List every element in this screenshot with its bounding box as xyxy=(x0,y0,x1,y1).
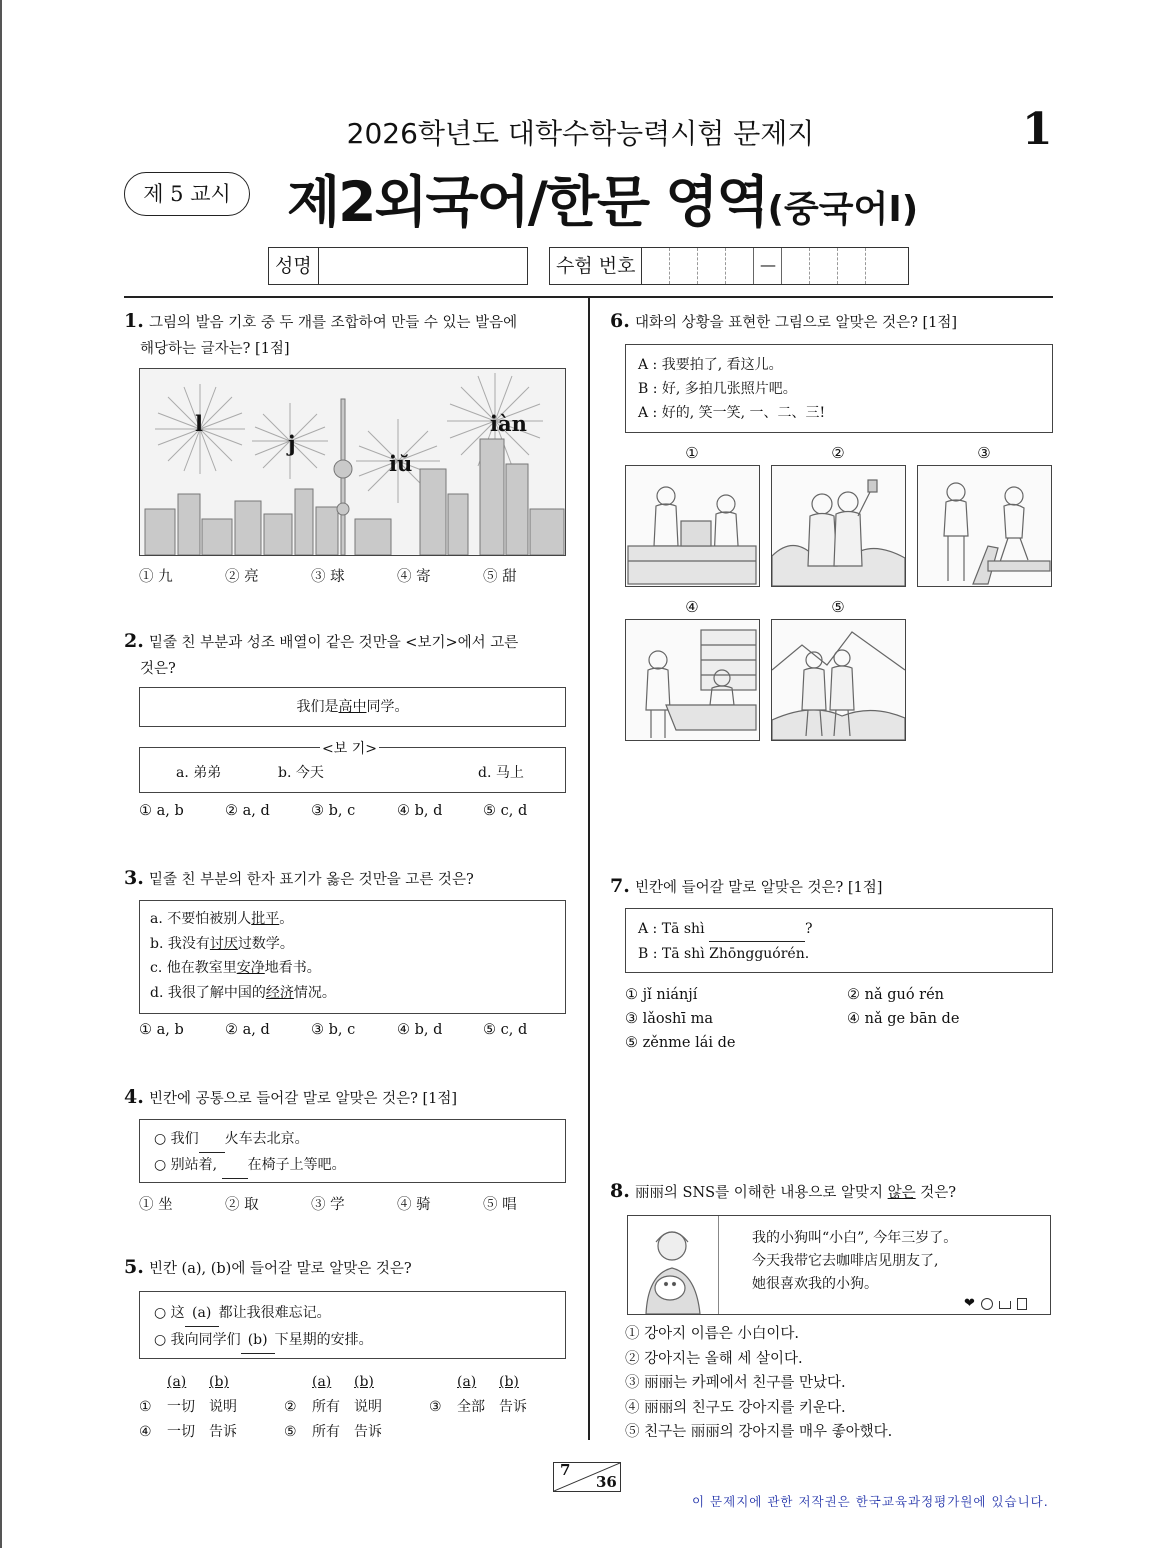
sentence-text: ○ 这 xyxy=(154,1305,185,1321)
sentence-text: d. 我很了解中国的 xyxy=(150,984,266,1001)
blank-a: (a) xyxy=(185,1300,219,1327)
exam-number-digit[interactable] xyxy=(838,248,866,284)
scene-label-5: ⑤ xyxy=(831,598,845,616)
sentence-b xyxy=(150,932,565,957)
question-2 xyxy=(124,630,574,682)
dialog-text: ? xyxy=(805,921,813,937)
scene-image-1[interactable] xyxy=(625,465,760,587)
subject-title xyxy=(287,158,918,237)
choice-1[interactable]: ① jǐ niánjí xyxy=(625,987,698,1003)
scene-label-2: ② xyxy=(831,444,845,462)
underlined-text: 批平 xyxy=(251,911,280,927)
sentence-text: c. 他在教室里 xyxy=(150,960,237,976)
question-text: 빈칸에 공통으로 들어갈 말로 알맞은 것은? [1점] xyxy=(148,1091,458,1107)
scene-image-5[interactable] xyxy=(771,619,906,741)
exam-number-box xyxy=(549,247,909,285)
dialog-line-3: A : 好的, 笑一笑, 一、二、三! xyxy=(638,405,826,421)
blank xyxy=(199,1127,225,1153)
question-text: 그림의 발음 기호 중 두 개를 조합하여 만들 수 있는 발음에 xyxy=(148,315,518,331)
blank xyxy=(222,1153,248,1179)
scene-image-4[interactable] xyxy=(625,619,760,741)
bogi-item-a: a. 弟弟 xyxy=(176,765,222,781)
choice-3[interactable]: ③ lǎoshī ma xyxy=(625,1011,714,1027)
choice-b: 说明 xyxy=(354,1399,382,1415)
question-number: 4. xyxy=(124,1086,144,1108)
choice-4[interactable]: ④ nǎ ge bān de xyxy=(847,1011,960,1027)
choice-a: 所有 xyxy=(312,1399,340,1415)
choice-row-2 xyxy=(139,1420,579,1445)
sentence-text: 情况。 xyxy=(293,984,336,1001)
question-text xyxy=(635,1185,956,1201)
choice-2[interactable]: ② a, d xyxy=(225,1022,270,1038)
choice-b: 告诉 xyxy=(354,1424,382,1440)
sentence-text: a. 不要怕被别人 xyxy=(150,911,252,927)
sentence-1 xyxy=(154,1300,565,1327)
choice-4[interactable]: ④ 丽丽의 친구도 강아지를 키운다. xyxy=(625,1399,846,1416)
choice-5[interactable]: ⑤ zěnme lái de xyxy=(625,1035,736,1051)
question-3 xyxy=(124,867,474,893)
choice-5[interactable] xyxy=(284,1424,382,1440)
choice-5[interactable]: ⑤ c, d xyxy=(483,803,528,819)
choice-a: 一切 xyxy=(167,1399,195,1415)
footer-page-total: 36 xyxy=(596,1473,617,1491)
exam-title: 2026학년도 대학수학능력시험 문제지 xyxy=(346,117,815,150)
sentence-text: 同学。 xyxy=(366,699,409,715)
sentence-a xyxy=(150,907,565,932)
underlined-text: 高中 xyxy=(338,699,367,715)
header-a: (a) xyxy=(167,1374,187,1390)
question-number: 8. xyxy=(610,1180,630,1202)
choice-3[interactable]: ③ 学 xyxy=(311,1197,345,1213)
sentence-text: 。 xyxy=(279,911,294,927)
exam-number-digit[interactable] xyxy=(726,248,754,284)
underlined-text: 讨厌 xyxy=(209,935,238,952)
girl-with-dog-illustration xyxy=(628,1216,718,1314)
question-number: 1. xyxy=(124,310,144,332)
choice-1[interactable]: ① 九 xyxy=(139,569,173,585)
sentence-text: ○ 别站着, xyxy=(154,1157,218,1173)
heart-icon[interactable]: ❤ xyxy=(964,1296,975,1311)
question-text-part: 것은? xyxy=(920,1185,957,1201)
choice-2[interactable]: ② a, d xyxy=(225,803,270,819)
bookmark-icon[interactable] xyxy=(1017,1298,1027,1310)
question-1 xyxy=(124,310,574,362)
choice-4[interactable]: ④ b, d xyxy=(397,803,443,819)
dialog-line-a xyxy=(638,917,1052,942)
q2-sentence-box xyxy=(139,687,566,727)
fireworks-illustration xyxy=(140,369,565,555)
question-text: 빈칸 (a), (b)에 들어갈 말로 알맞은 것은? xyxy=(148,1261,412,1277)
choice-3[interactable] xyxy=(429,1399,527,1415)
scene-label-1: ① xyxy=(685,444,699,462)
scene-label-4: ④ xyxy=(685,598,699,616)
choice-4[interactable]: ④ b, d xyxy=(397,1022,443,1038)
hiking-illustration xyxy=(772,620,905,740)
choice-1[interactable] xyxy=(139,1395,284,1420)
choice-5[interactable]: ⑤ 친구는 丽丽의 강아지를 매우 좋아했다. xyxy=(625,1424,893,1440)
q3-choices xyxy=(139,1022,527,1038)
exam-number-label: 수험 번호 xyxy=(550,248,642,284)
bogi-box xyxy=(139,741,566,793)
question-text: 것은? xyxy=(140,661,176,677)
question-number: 5. xyxy=(124,1256,144,1278)
choice-3[interactable]: ③ b, c xyxy=(311,1022,356,1038)
share-icon[interactable] xyxy=(999,1301,1011,1309)
post-line-2: 今天我带它去咖啡店见朋友了, xyxy=(752,1253,939,1269)
column-divider xyxy=(588,298,590,1440)
footer-page-box xyxy=(553,1462,621,1492)
bogi-item-d: d. 马上 xyxy=(478,765,524,781)
sentence-c xyxy=(150,956,565,981)
sentence-1 xyxy=(154,1127,565,1153)
choice-5[interactable]: ⑤ c, d xyxy=(483,1022,528,1038)
pinyin-l: l xyxy=(195,411,203,436)
shop-counter-illustration xyxy=(626,466,759,586)
q7-dialog-box xyxy=(625,908,1053,973)
question-4 xyxy=(124,1086,457,1112)
sns-post-text xyxy=(752,1227,957,1296)
choice-a: 全部 xyxy=(457,1399,485,1415)
copyright-notice: 이 문제지에 관한 저작권은 한국교육과정평가원에 있습니다. xyxy=(692,1494,1049,1509)
fireworks-skyline-picture xyxy=(139,368,566,556)
page-number: 1 xyxy=(1022,104,1053,155)
sentence-text: 下星期的安排。 xyxy=(274,1332,373,1348)
underlined-text: 않은 xyxy=(887,1185,916,1201)
blank xyxy=(709,917,805,942)
exam-number-digit[interactable] xyxy=(670,248,698,284)
question-text: 밑줄 친 부분의 한자 표기가 옳은 것만을 고른 것은? xyxy=(148,872,474,888)
q4-choices xyxy=(139,1193,517,1214)
choice-2[interactable]: ② 강아지는 올해 세 살이다. xyxy=(625,1350,803,1367)
column-headers xyxy=(139,1370,579,1395)
sentence-2 xyxy=(154,1327,565,1354)
choice-3[interactable]: ③ 丽丽는 카페에서 친구를 만났다. xyxy=(625,1375,846,1391)
choice-4[interactable] xyxy=(139,1420,284,1445)
question-number: 7. xyxy=(610,875,630,897)
header-b: (b) xyxy=(499,1374,519,1390)
choice-number: ③ xyxy=(429,1399,442,1415)
q3-sentence-box xyxy=(139,900,566,1014)
header-a: (a) xyxy=(457,1374,477,1390)
question-number: 6. xyxy=(610,310,630,332)
question-text: 해당하는 글자는? [1점] xyxy=(140,341,290,357)
question-text: 밑줄 친 부분과 성조 배열이 같은 것만을 <보기>에서 고른 xyxy=(148,635,519,651)
sentence-text: ○ 我向同学们 xyxy=(154,1332,241,1348)
subject-main: 제2외국어/한문 영역 xyxy=(287,170,768,234)
question-text: 빈칸에 들어갈 말로 알맞은 것은? [1점] xyxy=(634,880,883,896)
choice-1[interactable]: ① a, b xyxy=(139,1022,184,1038)
bogi-item-b: b. 今天 xyxy=(278,765,324,781)
header-b: (b) xyxy=(354,1374,374,1390)
sentence-text: 我们是 xyxy=(296,699,339,715)
sentence-text: b. 我没有 xyxy=(150,935,210,952)
choice-number: ④ xyxy=(139,1424,152,1440)
bogi-label: <보 기> xyxy=(320,738,379,758)
sns-photo xyxy=(628,1216,719,1314)
question-number: 2. xyxy=(124,630,144,652)
dialog-line-b: B : Tā shì Zhōngguórén. xyxy=(638,946,810,962)
period-badge: 제 5 교시 xyxy=(124,172,250,216)
scene-image-3[interactable] xyxy=(917,465,1052,587)
underlined-text: 安净 xyxy=(236,960,265,976)
dialog-line-1: A : 我要拍了, 看这儿。 xyxy=(638,357,783,373)
sns-post xyxy=(627,1215,1051,1315)
exam-number-digit[interactable] xyxy=(782,248,810,284)
choice-2[interactable]: ② 取 xyxy=(225,1197,259,1213)
exam-number-dash: — xyxy=(754,248,782,284)
sentence-d xyxy=(150,981,565,1006)
header-a: (a) xyxy=(312,1374,332,1390)
underlined-text: 经济 xyxy=(265,984,294,1001)
dialog-text: A : Tā shì xyxy=(638,921,705,937)
exam-number-digit[interactable] xyxy=(866,248,894,284)
choice-a: 一切 xyxy=(167,1424,195,1440)
sentence-2 xyxy=(154,1153,565,1179)
question-7 xyxy=(610,875,882,901)
choice-4[interactable]: ④ 骑 xyxy=(397,1197,431,1213)
exam-number-digit[interactable] xyxy=(810,248,838,284)
question-number: 3. xyxy=(124,867,144,889)
choice-2[interactable]: ② 亮 xyxy=(225,569,259,585)
q4-sentence-box xyxy=(139,1119,566,1183)
blank-b: (b) xyxy=(241,1327,275,1354)
choice-5[interactable]: ⑤ 唱 xyxy=(483,1197,517,1213)
treadmill-illustration xyxy=(918,466,1051,586)
pinyin-iu: iŭ xyxy=(389,451,413,476)
footer-page-current: 7 xyxy=(560,1461,571,1479)
choice-b: 告诉 xyxy=(499,1399,527,1415)
comment-icon[interactable] xyxy=(981,1298,993,1310)
choice-b: 说明 xyxy=(209,1399,237,1415)
exam-number-digit[interactable] xyxy=(698,248,726,284)
exam-number-digit[interactable] xyxy=(642,248,670,284)
sentence-text: 都让我很难忘记。 xyxy=(218,1305,331,1321)
question-8 xyxy=(610,1180,956,1206)
pinyin-j: j xyxy=(288,431,296,456)
scene-image-2[interactable] xyxy=(771,465,906,587)
header-b: (b) xyxy=(209,1374,229,1390)
q2-choices xyxy=(139,803,527,819)
q8-choices xyxy=(625,1322,892,1445)
choice-3[interactable]: ③ b, c xyxy=(311,803,356,819)
question-6 xyxy=(610,310,957,336)
choice-2[interactable] xyxy=(284,1395,429,1420)
sns-actions xyxy=(964,1296,1027,1311)
choice-5[interactable]: ⑤ 甜 xyxy=(483,569,517,585)
name-label: 성명 xyxy=(269,248,319,284)
choice-number: ⑤ xyxy=(284,1424,297,1440)
q5-choices xyxy=(139,1370,579,1445)
name-field[interactable] xyxy=(319,248,527,284)
post-line-3: 她很喜欢我的小狗。 xyxy=(752,1276,878,1292)
choice-4[interactable]: ④ 寄 xyxy=(397,569,431,585)
scene-label-3: ③ xyxy=(977,444,991,462)
question-5 xyxy=(124,1256,412,1282)
sentence-text: 在椅子上等吧。 xyxy=(247,1157,346,1173)
choice-1[interactable]: ① 坐 xyxy=(139,1197,173,1213)
choice-number: ① xyxy=(139,1399,152,1415)
name-box xyxy=(268,247,528,285)
subject-sub: (중국어Ⅰ) xyxy=(767,189,919,230)
question-text: 대화의 상황을 표현한 그림으로 알맞은 것은? [1점] xyxy=(634,315,958,331)
q1-choices xyxy=(139,565,517,586)
library-desk-illustration xyxy=(626,620,759,740)
sentence-text: 地看书。 xyxy=(264,960,321,976)
post-line-1: 我的小狗叫“小白”, 今年三岁了。 xyxy=(752,1230,958,1246)
sentence-text: 火车去北京。 xyxy=(224,1131,309,1147)
choice-number: ② xyxy=(284,1399,297,1415)
sentence-text: 过数学。 xyxy=(237,935,294,952)
choice-2[interactable]: ② nǎ guó rén xyxy=(847,987,945,1003)
choice-3[interactable]: ③ 球 xyxy=(311,569,345,585)
choice-row-1 xyxy=(139,1395,579,1420)
selfie-illustration xyxy=(772,466,905,586)
question-text-part: 丽丽의 SNS를 이해한 내용으로 알맞지 xyxy=(634,1185,884,1201)
page-left-edge xyxy=(0,0,2,1548)
q7-choices xyxy=(625,983,1053,1055)
q5-sentence-box xyxy=(139,1291,566,1359)
q6-dialog-box xyxy=(625,344,1053,433)
choice-a: 所有 xyxy=(312,1424,340,1440)
sentence-text: ○ 我们 xyxy=(154,1131,199,1147)
choice-1[interactable]: ① 강아지 이름은 小白이다. xyxy=(625,1326,799,1342)
pinyin-ian: iàn xyxy=(490,411,527,436)
choice-b: 告诉 xyxy=(209,1424,237,1440)
choice-1[interactable]: ① a, b xyxy=(139,803,184,819)
dialog-line-2: B : 好, 多拍几张照片吧。 xyxy=(638,381,797,397)
